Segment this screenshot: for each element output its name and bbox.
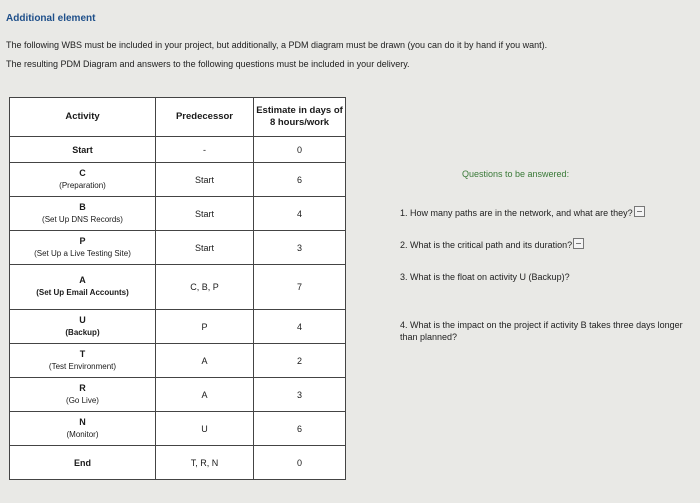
activity-name: (Go Live)	[66, 395, 99, 405]
estimate-cell: 7	[254, 265, 346, 310]
activity-cell	[10, 378, 156, 412]
table-row	[10, 378, 346, 412]
estimate-cell: 0	[254, 137, 346, 163]
table-row	[10, 137, 346, 163]
column-header-predecessor: Predecessor	[156, 98, 254, 137]
estimate-cell: 4	[254, 197, 346, 231]
question-2-text: 2. What is the critical path and its duration?	[400, 240, 573, 250]
estimate-cell: 3	[254, 231, 346, 265]
estimate-cell: 3	[254, 378, 346, 412]
predecessor-cell: Start	[156, 231, 254, 265]
question-2	[400, 238, 584, 251]
activity-name: (Preparation)	[59, 180, 106, 190]
activity-code: A	[79, 275, 86, 285]
predecessor-cell: Start	[156, 197, 254, 231]
activity-cell	[10, 137, 156, 163]
predecessor-cell: U	[156, 412, 254, 446]
activity-code: N	[79, 416, 86, 427]
predecessor-cell: C, B, P	[156, 265, 254, 310]
intro-text-line-2: The resulting PDM Diagram and answers to the following questions must be included in your delivery.	[6, 59, 410, 69]
activity-cell	[10, 163, 156, 197]
table-row	[10, 163, 346, 197]
activity-code: U	[79, 314, 86, 325]
table-row	[10, 310, 346, 344]
placeholder-glyph-icon	[634, 206, 645, 217]
activity-code: B	[79, 201, 86, 212]
table-row	[10, 265, 346, 310]
activity-name: (Set Up a Live Testing Site)	[34, 248, 131, 258]
estimate-cell: 0	[254, 446, 346, 480]
intro-text-line-1: The following WBS must be included in your project, but additionally, a PDM diagram must be drawn (you can do it by hand if you want).	[6, 40, 548, 50]
table-header-row	[10, 98, 346, 137]
activity-code: End	[74, 457, 91, 468]
column-header-estimate: Estimate in days of 8 hours/work	[254, 98, 346, 137]
activity-cell	[10, 310, 156, 344]
activity-code: Start	[72, 144, 93, 155]
activity-name: (Test Environment)	[48, 361, 117, 371]
activity-cell	[10, 265, 156, 310]
question-3: 3. What is the float on activity U (Backup)?	[400, 272, 570, 282]
placeholder-glyph-icon	[573, 238, 584, 249]
question-1-text: 1. How many paths are in the network, and what are they?	[400, 208, 633, 218]
predecessor-cell: A	[156, 378, 254, 412]
estimate-cell: 6	[254, 163, 346, 197]
activity-cell	[10, 446, 156, 480]
table-row	[10, 197, 346, 231]
activity-name: (Backup)	[65, 327, 100, 337]
predecessor-cell: A	[156, 344, 254, 378]
activity-code: T	[79, 348, 86, 359]
predecessor-cell: T, R, N	[156, 446, 254, 480]
table-row	[10, 412, 346, 446]
activity-name: (Set Up Email Accounts)	[36, 288, 129, 297]
table-row	[10, 344, 346, 378]
question-1	[400, 206, 645, 219]
activity-cell	[10, 412, 156, 446]
activity-cell	[10, 197, 156, 231]
section-title: Additional element	[6, 13, 96, 24]
predecessor-cell: P	[156, 310, 254, 344]
estimate-cell: 6	[254, 412, 346, 446]
predecessor-cell: Start	[156, 163, 254, 197]
questions-heading: Questions to be answered:	[462, 169, 570, 179]
activity-name: (Monitor)	[66, 429, 99, 439]
table-row	[10, 231, 346, 265]
wbs-table	[9, 97, 346, 480]
predecessor-cell: -	[156, 137, 254, 163]
activity-code: R	[79, 382, 86, 393]
estimate-cell: 4	[254, 310, 346, 344]
activity-code: P	[79, 235, 86, 246]
activity-cell	[10, 231, 156, 265]
question-4: 4. What is the impact on the project if activity B takes three days longer than planned?	[400, 320, 683, 342]
column-header-activity: Activity	[10, 98, 156, 137]
table-row	[10, 446, 346, 480]
estimate-cell: 2	[254, 344, 346, 378]
activity-cell	[10, 344, 156, 378]
activity-name: (Set Up DNS Records)	[42, 214, 123, 224]
activity-code: C	[79, 167, 86, 178]
